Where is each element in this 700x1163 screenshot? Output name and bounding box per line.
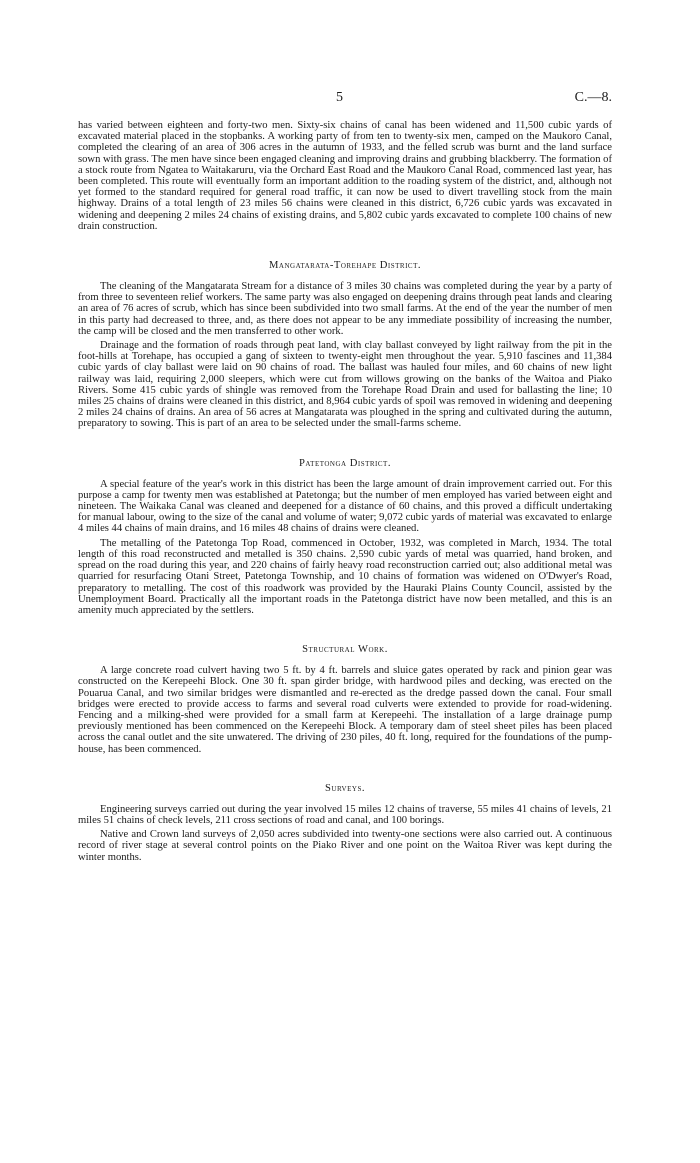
section-mangatarata-torehape (78, 260, 612, 430)
page-header (0, 90, 700, 110)
section-heading: Surveys. (325, 782, 365, 794)
body-paragraph: Native and Crown land surveys of 2,050 acres subdivided into twenty-one sections were also carried out. A continuous record of river stage at several control points on the Piako River and one point on the Waitoa River was kept during the winter months. (78, 829, 612, 863)
section-patetonga (78, 458, 612, 616)
body-paragraph: The cleaning of the Mangatarata Stream for a distance of 3 miles 30 chains was completed during the year by a party of from three to seventeen relief workers. The same party was also engaged on deepening drains through peat lands and clearing an area of 76 acres of scrub, which has since been subdivided into two small farms. At the end of the year the number of men in this party had decreased to three, and, as there does not appear to be any immediate possibility of increasing the number, the camp will be closed and the men transferred to other work. (78, 281, 612, 337)
document-body (78, 120, 612, 863)
section-surveys (78, 783, 612, 863)
section-heading: Patetonga District. (299, 457, 391, 469)
body-paragraph: A large concrete road culvert having two 5 ft. by 4 ft. barrels and sluice gates operated by rack and pinion gear was constructed on the Kerepeehi Block. One 30 ft. span girder bridge, with hardwood piles and decking, was erected on the Pouarua Canal, and two similar bridges were dismantled and re-erected as the dredge passed down the canal. Four small bridges were erected to provide access to farms and several road culverts were extended to provide for road-widening. Fencing and a milking-shed were provided for a small farm at Kerepeehi. The installation of a large drainage pump previously mentioned has been commenced on the Kerepeehi Block. A temporary dam of steel sheet piles has been placed across the canal outlet and the site unwatered. The driving of 230 piles, 40 ft. long, required for the foundations of the pump-house, has been commenced. (78, 665, 612, 755)
page-number: 5 (336, 90, 343, 105)
body-paragraph: A special feature of the year's work in this district has been the large amount of drain improvement carried out. For this purpose a camp for twenty men was established at Patetonga; but the number of men employed has varied between eight and nineteen. The Waikaka Canal was cleaned and deepened for a distance of 60 chains, and this proved a difficult undertaking for manual labour, owing to the size of the canal and volume of water; 9,072 cubic yards of material was excavated to enlarge 4 miles 44 chains of main drains, and 16 miles 48 chains of drains were cleaned. (78, 478, 612, 535)
body-paragraph: Engineering surveys carried out during the year involved 15 miles 12 chains of traverse, 55 miles 41 chains of levels, 21 miles 51 chains of check levels, 211 cross sections of road and canal, and 100 borings. (78, 803, 612, 826)
body-paragraph: The metalling of the Patetonga Top Road, commenced in October, 1932, was completed in March, 1934. The total length of this road reconstructed and metalled is 350 chains. 2,590 cubic yards of metal was quarried, hand broken, and spread on the road during this year, and 220 chains of fairly heavy road reconstruction carried out; also additional metal was quarried for resurfacing Otani Street, Patetonga Township, and 10 chains of formation was widened on O'Dwyer's Road, preparatory to metalling. The cost of this roadwork was provided by the Hauraki Plains County Council, assisted by the Unemployment Board. Practically all the important roads in the Patetonga district have now been metalled, and this is an amenity much appreciated by the settlers. (78, 537, 612, 616)
report-code: C.—8. (574, 90, 612, 105)
body-paragraph: Drainage and the formation of roads through peat land, with clay ballast conveyed by light railway from the pit in the foot-hills at Torehape, has occupied a gang of sixteen to twenty-eight men throughout the year. 5,910 fascines and 11,384 cubic yards of clay ballast were laid on 90 chains of road. The ballast was hauled four miles, and 60 chains of new light railway was laid, requiring 2,000 sleepers, which were cut from willows growing on the banks of the Waitoa and Piako Rivers. Some 415 cubic yards of shingle was removed from the Torehape Road Drain and used for ballasting the line; 10 miles 25 chains of drains were cleaned in this district, and 8,964 cubic yards of spoil was removed in widening and deepening 2 miles 24 chains of drains. An area of 56 acres at Mangatarata was ploughed in the spring and cultivated during the autumn, preparatory to sowing. This is part of an area to be selected under the small-farms scheme. (78, 340, 612, 430)
section-structural-work (78, 644, 612, 755)
section-heading: Structural Work. (302, 644, 388, 656)
section-heading: Mangatarata-Torehape District. (268, 260, 422, 272)
intro-paragraph: has varied between eighteen and forty-two men. Sixty-six chains of canal has been widened and 11,500 cubic yards of excavated material placed in the stopbanks. A working party of from ten to twenty-six men, camped on the Maukoro Canal, completed the clearing of an area of 306 acres in the autumn of 1933, and the felled scrub was burnt and the land surface sown with grass. The men have since been engaged cleaning and improving drains and grubbing blackberry. The formation of a stock route from Ngatea to Waitakaruru, via the Orchard East Road and the Maukoro Canal Road, commenced last year, has been completed. This route will eventually form an important addition to the roading system of the district, and, although not yet formed to the standard required for general road traffic, it can now be used to divert travelling stock from the main highway. Drains of a total length of 23 miles 56 chains were cleaned in this district, 6,726 cubic yards was excavated in widening and deepening 2 miles 24 chains of existing drains, and 5,802 cubic yards excavated to complete 100 chains of new drain construction. (78, 120, 612, 232)
